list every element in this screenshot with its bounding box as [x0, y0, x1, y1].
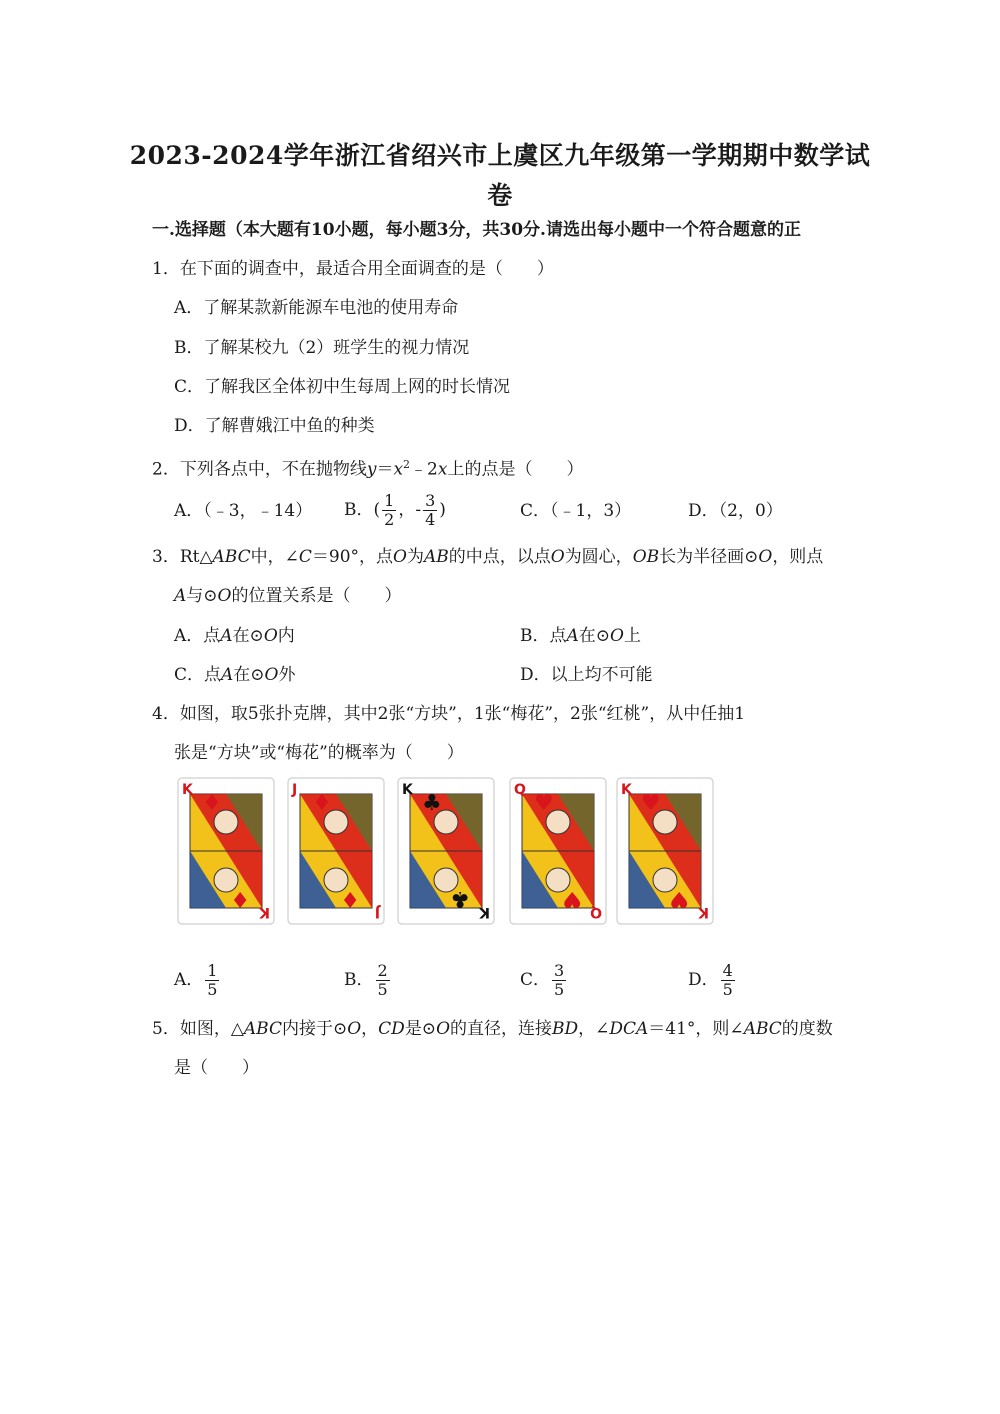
q1-option-a: A．了解某款新能源车电池的使用寿命	[174, 298, 459, 318]
q1-option-d: D．了解曹娥江中鱼的种类	[174, 416, 375, 436]
card-rank-top: J	[292, 782, 298, 798]
q3-a-t4: O	[263, 626, 278, 646]
q3-stem-line1	[152, 546, 823, 568]
q3-l2-t3: O	[217, 586, 232, 606]
playing-cards-figure	[176, 776, 721, 931]
q4-b-fraction	[376, 962, 390, 999]
q3-t9: 的中点，以点	[448, 547, 551, 567]
q2-eq: ＝	[376, 459, 394, 480]
q3-a-t1: A．点	[174, 626, 221, 646]
q4-option-d	[688, 958, 737, 1002]
q2-b-fraction-1	[382, 492, 396, 529]
q2-option-d: D．（2，0）	[688, 501, 783, 521]
q5-t1: 5．如图，△	[152, 1019, 244, 1039]
q4-b-num: 2	[377, 961, 388, 980]
q5-t13: ＝41°，则∠	[648, 1019, 744, 1039]
q2-b-comma: ，	[398, 500, 416, 520]
q5-stem-line1	[152, 1018, 833, 1040]
q3-a-t3: 在⊙	[232, 626, 264, 646]
q2-stem-suffix: 上的点是（ ）	[447, 459, 584, 480]
q2-option-c: C．（﹣1，3）	[520, 501, 632, 521]
q2-minus-two: ﹣2	[410, 459, 438, 480]
q3-l2-t1: A	[174, 586, 187, 606]
q4-b-den: 5	[377, 980, 388, 999]
q5-t9: 的直径，连接	[450, 1019, 552, 1039]
q4-d-label: D．	[688, 970, 719, 990]
exam-title-line2: 卷	[487, 181, 513, 210]
q3-t14: O	[758, 547, 773, 567]
card-rank-bottom: K	[698, 904, 709, 920]
q2-b-open: (	[373, 500, 381, 520]
q4-stem-line2: 张是“方块”或“梅花”的概率为（ ）	[174, 743, 464, 763]
card-suit-top: ♣	[422, 791, 442, 816]
q2-var-x2: x	[437, 459, 448, 480]
q2-b-minus: -	[415, 500, 422, 520]
playing-card-4	[510, 778, 606, 924]
card-suit-bottom: ♥	[669, 886, 689, 911]
q3-c-t5: 外	[278, 665, 296, 685]
card-suit-bottom: ♣	[450, 886, 470, 911]
q2-b-close: )	[439, 500, 446, 520]
q4-a-label: A．	[174, 970, 204, 990]
q5-t8: O	[436, 1019, 450, 1039]
q5-t10: BD	[552, 1019, 579, 1039]
q3-t15: ，则点	[772, 547, 824, 567]
q2-stem-prefix: 2．下列各点中，不在抛物线	[152, 459, 367, 480]
q3-c-t1: C．点	[174, 665, 222, 685]
q5-t11: ，∠	[578, 1019, 610, 1039]
q3-c-t4: O	[264, 665, 279, 685]
q1-stem: 1．在下面的调查中，最适合用全面调查的是（ ）	[152, 259, 554, 279]
q4-d-den: 5	[722, 980, 733, 999]
q4-a-fraction	[205, 962, 219, 999]
card-suit-top: ♥	[641, 791, 661, 816]
q4-option-b	[344, 958, 392, 1002]
q5-t4: O	[347, 1019, 362, 1039]
q3-a-t2: A	[220, 626, 233, 646]
q3-b-t3: 在⊙	[578, 626, 611, 646]
playing-card-3	[398, 778, 494, 924]
playing-card-5	[617, 778, 713, 924]
q2-var-y: y	[366, 459, 377, 480]
q3-b-t2: A	[566, 626, 579, 646]
q2-option-a: A．（﹣3，﹣14）	[174, 501, 313, 521]
q4-c-label: C．	[520, 970, 551, 990]
card-rank-bottom: Q	[590, 904, 602, 920]
q2-stem	[152, 454, 583, 481]
q4-a-den: 5	[207, 980, 218, 999]
card-rank-top: K	[402, 782, 413, 798]
playing-card-2	[288, 778, 384, 924]
card-suit-bottom: ♦	[340, 886, 360, 911]
card-suit-top: ♥	[534, 791, 554, 816]
card-suit-top: ♦	[202, 791, 222, 816]
section-heading: 一.选择题（本大题有10小题，每小题3分，共30分.请选出每小题中一个符合题意的正	[152, 220, 801, 240]
card-rank-bottom: J	[374, 904, 380, 920]
q3-option-a	[174, 625, 295, 647]
q3-option-d: D．以上均不可能	[520, 665, 653, 685]
playing-cards-svg	[176, 776, 721, 931]
q3-stem-line2	[174, 585, 401, 607]
q3-t10: O	[550, 547, 565, 567]
q4-c-num: 3	[554, 961, 565, 980]
q2-option-b-label: B．	[344, 500, 374, 520]
q3-t6: O	[393, 547, 407, 567]
q3-t4: C	[298, 547, 312, 567]
q3-a-t5: 内	[277, 626, 295, 646]
q4-option-c	[520, 958, 568, 1002]
q2-exponent: 2	[403, 458, 411, 471]
q5-t12: DCA	[609, 1019, 649, 1039]
q3-option-c	[174, 664, 295, 686]
q2-var-x: x	[393, 459, 404, 480]
q2-b-den-2: 4	[425, 510, 436, 529]
card-suit-bottom: ♦	[230, 886, 250, 911]
q3-t5: ＝90°，点	[311, 547, 394, 567]
q3-b-t5: 上	[623, 626, 641, 646]
q5-t3: 内接于⊙	[281, 1019, 348, 1039]
q5-stem-line2: 是（ ）	[174, 1058, 259, 1078]
q2-b-num-1: 1	[384, 491, 395, 510]
q3-t7: 为	[406, 547, 424, 567]
q2-b-den-1: 2	[384, 510, 395, 529]
q1-option-c: C．了解我区全体初中生每周上网的时长情况	[174, 377, 511, 397]
card-rank-top: Q	[514, 782, 526, 798]
q2-b-num-2: 3	[425, 491, 436, 510]
q5-t15: 的度数	[781, 1019, 833, 1039]
q3-t1: 3．Rt△	[152, 547, 213, 567]
q4-b-label: B．	[344, 970, 374, 990]
q3-l2-t2: 与⊙	[186, 586, 218, 606]
q3-t13: 长为半径画⊙	[659, 547, 759, 567]
q4-d-fraction	[721, 962, 735, 999]
q5-t2: ABC	[243, 1019, 282, 1039]
q5-t6: CD	[378, 1019, 405, 1039]
playing-card-1	[178, 778, 274, 924]
q1-option-b: B．了解某校九（2）班学生的视力情况	[174, 338, 470, 358]
card-suit-top: ♦	[312, 791, 332, 816]
exam-title-line1: 2023-2024学年浙江省绍兴市上虞区九年级第一学期期中数学试	[129, 141, 871, 170]
q3-b-t4: O	[610, 626, 624, 646]
card-rank-bottom: K	[259, 904, 270, 920]
q3-t2: ABC	[212, 547, 251, 567]
q4-stem-line1: 4．如图，取5张扑克牌，其中2张“方块”，1张“梅花”，2张“红桃”，从中任抽1	[152, 704, 746, 724]
q3-l2-t4: 的位置关系是（ ）	[231, 586, 402, 606]
q3-t3: 中，∠	[250, 547, 299, 567]
q3-c-t2: A	[221, 665, 234, 685]
card-suit-bottom: ♥	[562, 886, 582, 911]
q3-t12: OB	[632, 547, 660, 567]
q3-c-t3: 在⊙	[233, 665, 265, 685]
q3-t11: 为圆心，	[564, 547, 633, 567]
q3-option-b	[520, 625, 641, 647]
q5-t7: 是⊙	[404, 1019, 437, 1039]
q2-option-b	[344, 488, 446, 532]
card-rank-top: K	[182, 782, 193, 798]
q4-c-fraction	[552, 962, 566, 999]
q2-b-fraction-2	[423, 492, 437, 529]
card-rank-top: K	[621, 782, 632, 798]
q3-t8: AB	[423, 547, 449, 567]
q5-t5: ，	[361, 1019, 379, 1039]
q3-b-t1: B．点	[520, 626, 567, 646]
q4-d-num: 4	[722, 961, 733, 980]
card-rank-bottom: K	[479, 904, 490, 920]
q4-a-num: 1	[207, 961, 218, 980]
q5-t14: ABC	[743, 1019, 782, 1039]
q4-c-den: 5	[554, 980, 565, 999]
q4-option-a	[174, 958, 221, 1002]
